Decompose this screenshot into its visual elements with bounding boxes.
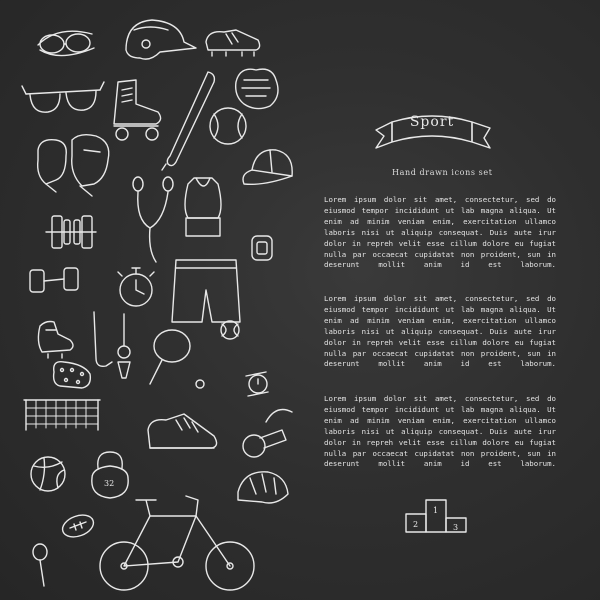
baseball-glove-icon	[236, 69, 278, 108]
earphones-icon	[133, 177, 173, 262]
football-boot-icon	[38, 322, 73, 359]
sports-bra-icon	[185, 178, 221, 236]
cleat-shoe-icon	[206, 30, 260, 56]
lorem-paragraph-3: Lorem ipsum dolor sit amet, consectetur, sed do eiusmod tempor incididunt ut lab magna aliqua. Ut enim ad minim veniam enim, exercitation ullamco laboris nisi ut aliquip consequat. Duis aute irur dolor in repreh velit esse cillum dolore eu fugiat nulla par occaecat cupidatat non proident, sun in deserunt mollit anim id est laborum.	[324, 394, 556, 469]
roller-skate-icon	[114, 80, 161, 140]
shorts-icon	[172, 260, 240, 322]
bicycle-icon	[100, 496, 254, 590]
subtitle: Hand drawn icons set	[392, 168, 493, 177]
ping-pong-paddle-icon	[150, 330, 204, 388]
podium-first-label: 1	[433, 506, 439, 515]
dumbbell-icon	[30, 268, 78, 292]
kettlebell-icon	[92, 452, 128, 498]
batting-helmet-icon	[126, 20, 196, 59]
sunglasses-icon	[22, 82, 104, 112]
podium-icon	[406, 500, 466, 532]
podium-second-label: 2	[413, 520, 419, 529]
microphone-icon	[33, 544, 47, 586]
golf-tee-icon	[118, 314, 130, 378]
lorem-paragraph-1: Lorem ipsum dolor sit amet, consectetur, sed do eiusmod tempor incididunt ut lab magna aliqua. Ut enim ad minim veniam enim, exercitation ullamco laboris nisi ut aliquip consequat. Duis aute irur dolor in repreh velit esse cillum dolore eu fugiat nulla par occaecat cupidatat non proident, sun in deserunt mollit anim id est laborum.	[324, 195, 556, 270]
volleyball-icon	[31, 457, 65, 491]
cap-icon	[243, 150, 292, 185]
hockey-stick-icon	[94, 312, 112, 366]
baseball-icon	[210, 108, 246, 144]
cleat-sole-icon	[54, 362, 91, 388]
barbell-icon	[46, 216, 96, 248]
boxing-glove-icon	[38, 135, 109, 196]
wristwatch-icon	[246, 372, 268, 396]
whistle-icon	[243, 410, 292, 457]
baseball-bat-icon	[162, 72, 214, 170]
sneaker-icon	[148, 414, 217, 448]
bicycle-helmet-icon	[238, 472, 288, 503]
stopwatch-icon	[118, 268, 154, 306]
swim-goggles-icon	[38, 31, 94, 55]
tennis-ball-icon	[221, 321, 239, 339]
fitness-band-icon	[252, 236, 272, 260]
lorem-paragraph-2: Lorem ipsum dolor sit amet, consectetur, sed do eiusmod tempor incididunt ut lab magna aliqua. Ut enim ad minim veniam enim, exercitation ullamco laboris nisi ut aliquip consequat. Duis aute irur dolor in repreh velit esse cillum dolore eu fugiat nulla par occaecat cupidatat non proident, sun in deserunt mollit anim id est laborum.	[324, 294, 556, 369]
volleyball-net-icon	[24, 400, 100, 430]
kettlebell-label: 32	[104, 479, 115, 488]
banner-title: Sport	[409, 114, 455, 130]
podium-third-label: 3	[453, 523, 459, 532]
rugby-ball-icon	[60, 511, 97, 541]
